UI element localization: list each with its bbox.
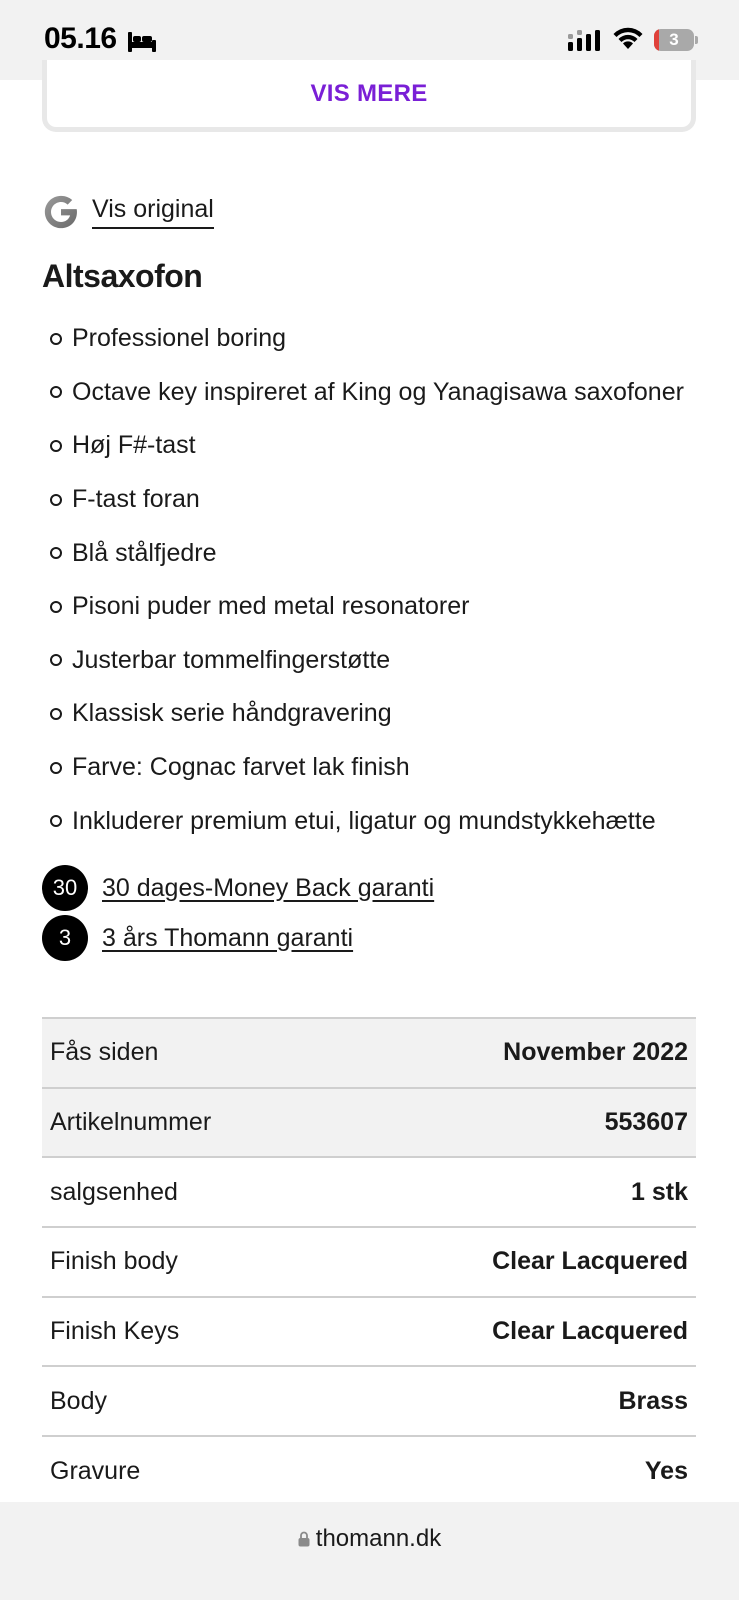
bullet-icon <box>50 333 62 345</box>
list-item <box>50 687 684 741</box>
bullet-icon <box>50 601 62 613</box>
guarantee-money-back <box>42 865 434 911</box>
table-row <box>42 1158 696 1228</box>
feature-text: Farve: Cognac farvet lak finish <box>72 753 410 782</box>
feature-text: Høj F#-tast <box>72 431 196 460</box>
feature-text: Inkluderer premium etui, ligatur og mundstykkehætte <box>72 806 656 835</box>
spec-value: November 2022 <box>503 1038 688 1067</box>
bed-icon <box>128 30 156 52</box>
guarantee-warranty <box>42 915 353 961</box>
show-more-button[interactable]: VIS MERE <box>310 80 428 107</box>
spec-label: Fås siden <box>50 1038 159 1067</box>
list-item <box>50 526 684 580</box>
bullet-icon <box>50 762 62 774</box>
money-back-guarantee-link[interactable]: 30 dages-Money Back garanti <box>102 873 435 902</box>
list-item <box>50 473 684 527</box>
feature-text: Justerbar tommelfingerstøtte <box>72 645 391 674</box>
feature-text: Professionel boring <box>72 324 287 353</box>
list-item <box>50 366 684 420</box>
table-row <box>42 1019 696 1089</box>
battery-level: 3 <box>669 30 679 49</box>
table-row <box>42 1367 696 1437</box>
spec-label: Finish body <box>50 1247 178 1276</box>
bullet-icon <box>50 547 62 559</box>
product-title: Altsaxofon <box>42 258 203 294</box>
description-box <box>42 60 696 132</box>
list-item <box>50 312 684 366</box>
spec-table <box>42 1017 696 1507</box>
list-item <box>50 794 684 848</box>
spec-label: Gravure <box>50 1457 141 1486</box>
list-item <box>50 580 684 634</box>
translation-row <box>42 192 214 232</box>
show-original-link[interactable]: Vis original <box>92 195 214 229</box>
list-item <box>50 419 684 473</box>
table-row <box>42 1089 696 1159</box>
status-time: 05.16 <box>44 22 117 55</box>
feature-text: Blå stålfjedre <box>72 538 217 567</box>
spec-value: Yes <box>644 1457 688 1486</box>
url-display[interactable] <box>298 1524 441 1554</box>
spec-value: Clear Lacquered <box>492 1247 688 1276</box>
badge-3-icon: 3 <box>42 915 88 961</box>
feature-text: Klassisk serie håndgravering <box>72 699 392 728</box>
warranty-guarantee-link[interactable]: 3 års Thomann garanti <box>102 923 354 952</box>
feature-list <box>50 312 684 848</box>
spec-label: Finish Keys <box>50 1317 180 1346</box>
spec-label: Body <box>50 1386 107 1415</box>
battery-icon <box>654 29 698 51</box>
list-item <box>50 634 684 688</box>
spec-value: Brass <box>618 1386 688 1415</box>
browser-url-bar[interactable] <box>0 1502 739 1600</box>
badge-30-icon: 30 <box>42 865 88 911</box>
bullet-icon <box>50 440 62 452</box>
table-row <box>42 1228 696 1298</box>
spec-value: 1 stk <box>631 1177 688 1206</box>
bullet-icon <box>50 386 62 398</box>
table-row <box>42 1437 696 1507</box>
spec-value: Clear Lacquered <box>492 1317 688 1346</box>
list-item <box>50 741 684 795</box>
spec-value: 553607 <box>604 1108 688 1137</box>
bullet-icon <box>50 494 62 506</box>
feature-text: Octave key inspireret af King og Yanagisawa saxofoner <box>72 377 684 406</box>
bullet-icon <box>50 815 62 827</box>
spec-label: Artikelnummer <box>50 1108 212 1137</box>
spec-label: salgsenhed <box>50 1177 178 1206</box>
wifi-icon <box>612 26 644 50</box>
table-row <box>42 1298 696 1368</box>
url-text: thomann.dk <box>315 1525 442 1552</box>
lock-icon <box>298 1531 310 1547</box>
google-icon <box>42 193 80 231</box>
bullet-icon <box>50 654 62 666</box>
signal-icon <box>568 29 602 51</box>
bullet-icon <box>50 708 62 720</box>
feature-text: Pisoni puder med metal resonatorer <box>72 592 470 621</box>
feature-text: F-tast foran <box>72 485 200 514</box>
